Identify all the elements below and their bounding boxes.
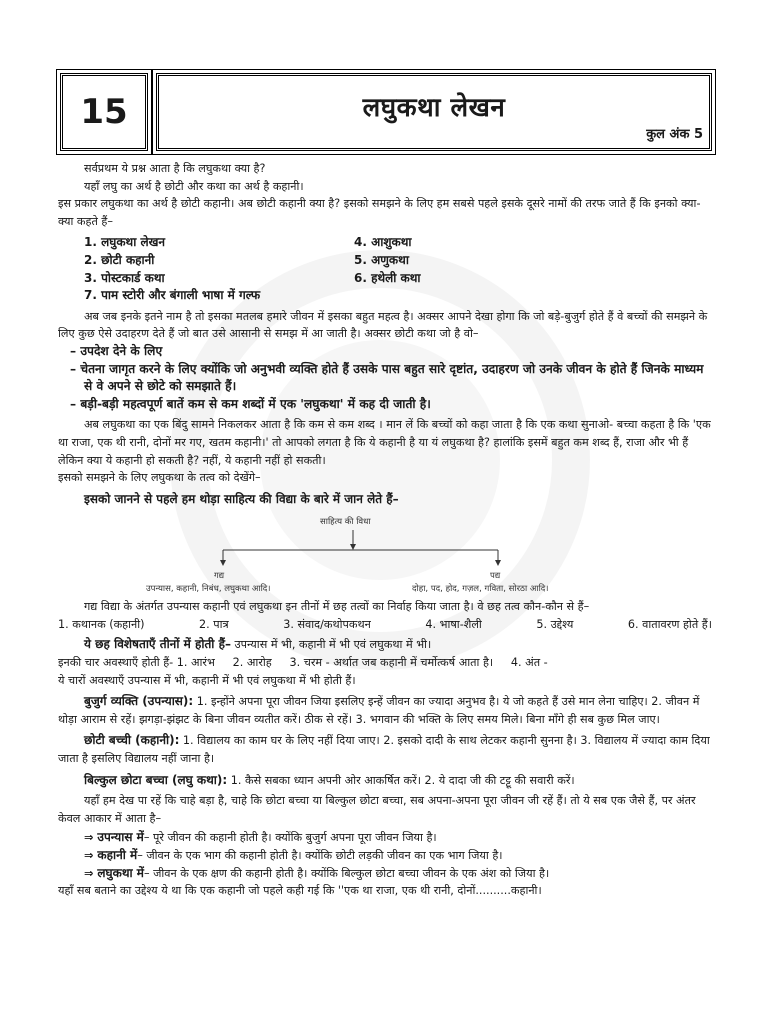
final-paragraph: यहाँ सब बताने का उद्देश्य ये था कि एक कहानी जो पहले कही गई कि ''एक था राजा, एक थी रानी, दोनों..........कहानी। [58, 884, 542, 898]
features-text: उपन्यास में भी, कहानी में भी एवं लघुकथा में भी। [230, 638, 432, 652]
sahitya-diagram [58, 510, 712, 598]
title-box [156, 73, 712, 151]
features-line [58, 636, 712, 654]
elder-text: 1. इन्होंने अपना पूरा जीवन जिया इसलिए इन्हें जीवन का ज्यादा अनुभव है। ये जो कहते हैं उसे मान लेना चाहिए। 2. जीवन में थोड़ा आराम से रहें। झगड़ा-झंझट के बिना जीवन व्यतीत करें। ठीक से रहें। 3. भगवान की भक्ति के लिए समय मिले। बिना माँगे ही सब कुछ मिल जाए। [58, 695, 700, 726]
intro-line-2: यहाँ लघु का अर्थ है छोटी और कथा का अर्थ है कहानी। [84, 179, 304, 193]
name-item: 1. लघुकथा लेखन [84, 235, 166, 250]
page-title: लघुकथा लेखन [362, 93, 506, 123]
diagram-root: साहित्य की विधा [320, 517, 371, 528]
compare-text: – पूरे जीवन की कहानी होती है। क्योंकि बुजुर्ग अपना पूरा जीवन जिया है। [143, 831, 437, 845]
name-item: 6. हथेली कथा [354, 270, 421, 285]
elder-paragraph [58, 693, 712, 728]
compare-label: कहानी में [97, 848, 138, 862]
features-label: ये छह विशेषताएँ तीनों में होती हैं– [84, 637, 231, 652]
diagram-padya-sub: दोहा, पद, होद, गज़ल, गविता, सोरठा आदि। [412, 584, 549, 595]
use-item: – चेतना जागृत करने के लिए क्योंकि जो अनुभवी व्यक्ति होते हैं उसके पास बहुत सारे दृष्टांत, उदाहरण जो उनके जीवन के होते हैं जिनके माध्यम से वे अपने से छोटे को समझाते हैं। [70, 361, 704, 394]
point-paragraph: अब लघुकथा का एक बिंदु सामने निकलकर आता है कि कम से कम शब्द । मान लें कि बच्चों को कहा जाता है कि एक कथा सुनाओ- बच्चा कहता है कि 'एक था राजा, एक थी रानी, दोनों मर गए, खतम कहानी।' तो आपको लगता है कि ये कहानी है या यं लघुकथा है? हालांकि इसमें बहुत कम शब्द हैं, राजा और भी हैं लेकिन क्या ये कहानी हो सकती है? नहीं, ये कहानी नहीं हो सकती। [58, 418, 711, 467]
gadya-paragraph: गद्य विद्या के अंतर्गत उपन्यास कहानी एवं लघुकथा इन तीनों में छह तत्वों का निर्वाह किया जाता है। वे छह तत्व कौन-कौन से हैं– [84, 600, 590, 614]
diagram-padya: पद्य [490, 571, 501, 582]
importance-paragraph: अब जब इनके इतने नाम है तो इसका मतलब हमारे जीवन में इसका बहुत महत्व है। अक्सर आपने देखा होगा कि जो बड़े-बुजुर्ग होते हैं वे बच्चों की समझने के लिए कुछ ऐसे उदाहरण देते हैं जो बात उसे आसानी से समझ में आ जाती है। अक्सर छोटी कथा जो है वो– [58, 309, 708, 341]
element-item: 5. उद्देश्य [536, 617, 574, 631]
name-item: 3. पोस्टकार्ड कथा [84, 270, 165, 285]
use-item: – बड़ी-बड़ी महत्वपूर्ण बातें कम से कम शब्दों में एक 'लघुकथा' में कह दी जाती है। [70, 396, 431, 411]
element-item: 4. भाषा-शैली [425, 617, 482, 631]
arrow-icon: ⇒ [84, 831, 94, 845]
sahitya-heading: इसको जानने से पहले हम थोड़ा साहित्य की विद्या के बारे में जान लेते हैं– [84, 491, 399, 506]
uses-list [58, 343, 712, 413]
compare-paragraph: यहाँ हम देख पा रहें कि चाहे बड़ा है, चाहे कि छोटा बच्चा या बिल्कुल छोटा बच्चा, सब अपना-अपना पूरा जीवन जी रहें हैं। तो ये सब एक जैसे हैं, पर अंतर केवल आकार में आता है– [58, 794, 696, 825]
compare-list [58, 829, 712, 882]
child-label: बिल्कुल छोटा बच्चा (लघु कथा): [84, 772, 228, 787]
element-item: 6. वातावरण होते हैं। [627, 617, 712, 631]
arrow-icon: ⇒ [84, 849, 94, 862]
girl-label: छोटी बच्ची (कहानी): [84, 733, 180, 748]
elements-paragraph: इसको समझने के लिए लघुकथा के तत्व को देखेंगे– [58, 471, 261, 485]
main-content [58, 160, 712, 900]
name-item: 7. पाम स्टोरी और बंगाली भाषा में गल्फ [84, 288, 261, 303]
girl-paragraph [58, 732, 712, 767]
compare-item [58, 847, 712, 865]
compare-text: – जीवन के एक क्षण की कहानी होती है। क्योंकि बिल्कुल छोटा बच्चा जीवन के एक अंश को जिया है। [143, 866, 550, 880]
name-item: 2. छोटी कहानी [84, 252, 155, 267]
child-text: 1. कैसे सबका ध्यान अपनी ओर आकर्षित करें। 2. ये दादा जी की टट्टू की सवारी करें। [227, 773, 575, 787]
diagram-gadya: गद्य [214, 571, 225, 582]
elder-label: बुजुर्ग व्यक्ति (उपन्यास): [84, 694, 194, 709]
other-names-list [58, 234, 712, 304]
intro-line-1: सर्वप्रथम ये प्रश्न आता है कि लघुकथा क्या है? [84, 162, 266, 175]
compare-item [58, 829, 712, 847]
compare-label: उपन्यास में [97, 830, 144, 845]
element-item: 2. पात्र [199, 617, 229, 631]
name-item: 4. आशुकथा [354, 235, 412, 250]
name-item: 5. अणुकथा [354, 252, 409, 267]
compare-label: लघुकथा में [97, 865, 144, 880]
chapter-number: 15 [60, 73, 148, 151]
total-marks: कुल अंक 5 [646, 127, 703, 142]
use-item: – उपदेश देने के लिए [70, 343, 163, 358]
compare-text: – जीवन के एक भाग की कहानी होती है। क्योंकि छोटी लड़की जीवन का एक भाग जिया है। [137, 849, 503, 862]
child-paragraph [58, 772, 712, 790]
six-elements-row [58, 616, 712, 634]
element-item: 1. कथानक (कहानी) [58, 617, 145, 631]
element-item: 3. संवाद/कथोपकथन [283, 617, 371, 631]
diagram-gadya-sub: उपन्यास, कहानी, निबंध, लघुकथा आदि। [146, 584, 271, 595]
girl-text: 1. विद्यालय का काम घर के लिए नहीं दिया जाए। 2. इसको दादी के साथ लेटकर कहानी सुनना है। 3. विद्यालय में ज्यादा काम दिया जाता है इसलिए विद्यालय नहीं जाना है। [58, 734, 710, 766]
arrow-icon: ⇒ [84, 866, 94, 880]
compare-item [58, 865, 712, 883]
intro-line-3: इस प्रकार लघुकथा का अर्थ है छोटी कहानी। अब छोटी कहानी क्या है? इसको समझने के लिए हम सबसे पहले इसके दूसरे नामों की तरफ जाते हैं कि इनको क्या-क्या कहते हैं– [58, 197, 701, 228]
stages-line-2: ये चारों अवस्थाएँ उपन्यास में भी, कहानी में भी एवं लघुकथा में भी होती हैं। [58, 673, 356, 687]
stages-line: इनकी चार अवस्थाएँ होती हैं- 1. आरंभ 2. आरोह 3. चरम - अर्थात जब कहानी में चर्मोत्कर्ष आता है। 4. अंत - [58, 656, 548, 670]
